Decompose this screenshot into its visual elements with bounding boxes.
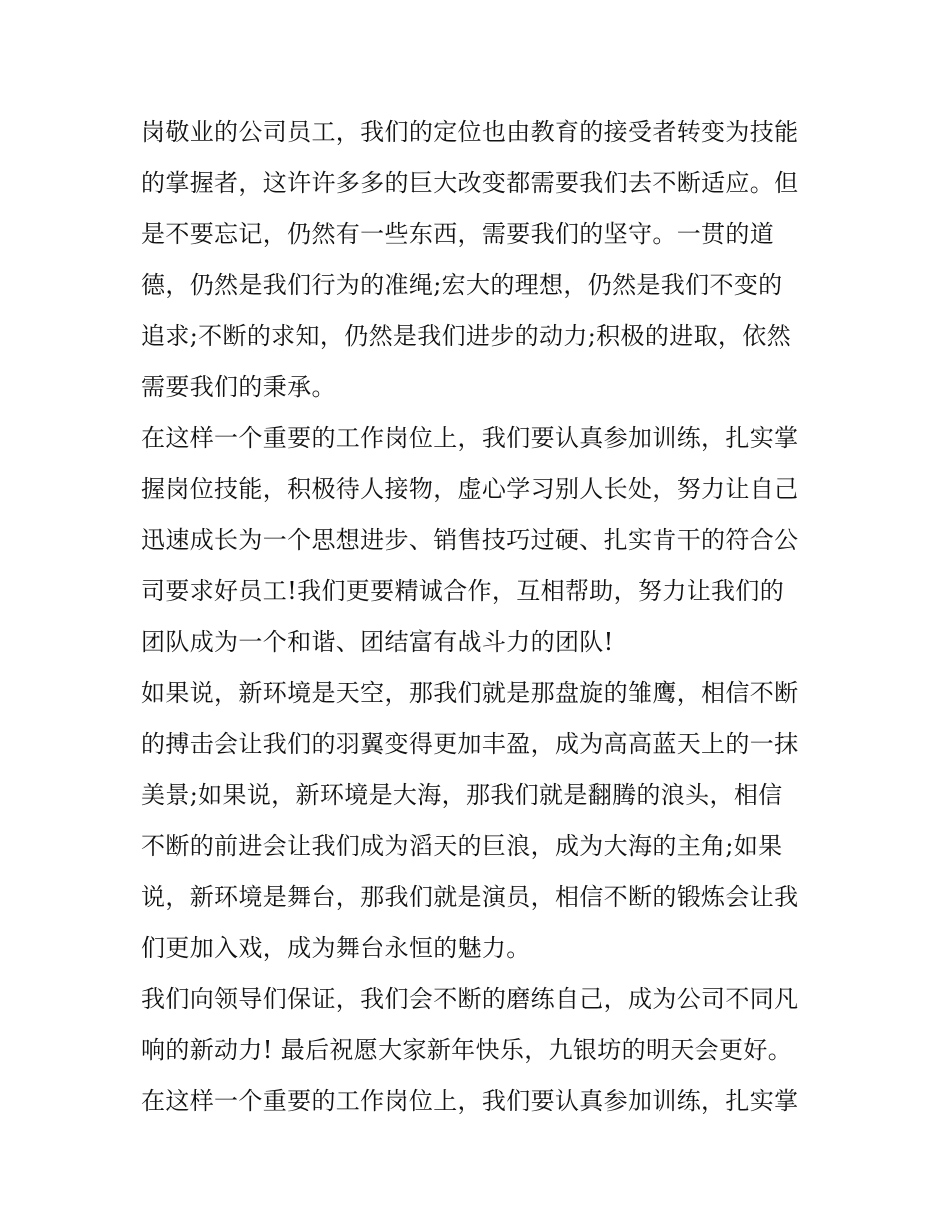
text-line-17: 们更加入戏，成为舞台永恒的魅力。 (141, 934, 531, 962)
text-line-16: 说，新环境是舞台，那我们就是演员，相信不断的锻炼会让我 (141, 883, 799, 911)
text-line-9: 迅速成长为一个思想进步、销售技巧过硬、扎实肯干的符合公 (141, 526, 799, 554)
text-line-5: 追求;不断的求知，仍然是我们进步的动力;积极的进取，依然 (141, 322, 791, 350)
text-line-2: 的掌握者，这许许多多的巨大改变都需要我们去不断适应。但 (141, 169, 799, 197)
text-line-19: 响的新动力! 最后祝愿大家新年快乐，九银坊的明天会更好。 (141, 1036, 793, 1064)
text-line-11: 团队成为一个和谐、团结富有战斗力的团队! (141, 628, 614, 656)
text-line-8: 握岗位技能，积极待人接物，虚心学习别人长处，努力让自己 (141, 475, 799, 503)
text-line-20: 在这样一个重要的工作岗位上，我们要认真参加训练，扎实掌 (141, 1087, 799, 1115)
text-line-3: 是不要忘记，仍然有一些东西，需要我们的坚守。一贯的道 (141, 220, 775, 248)
document-body (141, 107, 821, 1127)
text-line-15: 不断的前进会让我们成为滔天的巨浪，成为大海的主角;如果 (141, 832, 783, 860)
text-line-14: 美景;如果说，新环境是大海，那我们就是翻腾的浪头，相信 (141, 781, 783, 809)
text-line-4: 德，仍然是我们行为的准绳;宏大的理想，仍然是我们不变的 (141, 271, 783, 299)
text-line-18: 我们向领导们保证，我们会不断的磨练自己，成为公司不同凡 (141, 985, 799, 1013)
text-line-7: 在这样一个重要的工作岗位上，我们要认真参加训练，扎实掌 (141, 424, 799, 452)
text-line-1: 岗敬业的公司员工，我们的定位也由教育的接受者转变为技能 (141, 118, 799, 146)
text-line-12: 如果说，新环境是天空，那我们就是那盘旋的雏鹰，相信不断 (141, 679, 799, 707)
text-line-6: 需要我们的秉承。 (141, 373, 336, 401)
text-line-10: 司要求好员工!我们更要精诚合作，互相帮助，努力让我们的 (141, 577, 785, 605)
text-line-13: 的搏击会让我们的羽翼变得更加丰盈，成为高高蓝天上的一抹 (141, 730, 799, 758)
